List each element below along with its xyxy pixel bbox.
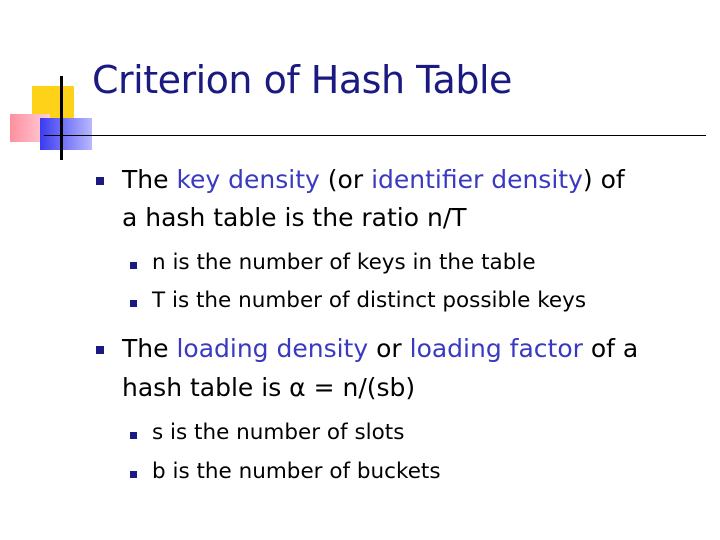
bullet-1-text-mid: (or	[319, 165, 372, 194]
bullet-1-line-2: a hash table is the ratio n/T	[122, 203, 467, 232]
sub-bullet-marker	[130, 262, 137, 269]
bullet-marker	[96, 346, 104, 354]
bullet-2-line-2: hash table is α = n/(sb)	[122, 373, 416, 402]
bullet-1-text-pre: The	[122, 165, 177, 194]
logo-blue-square	[40, 118, 92, 150]
bullet-1-sub-2: T is the number of distinct possible keys	[152, 288, 587, 313]
bullet-2-sub-2: b is the number of buckets	[152, 459, 441, 484]
sub-bullet-marker	[130, 432, 137, 439]
bullet-2-term-loading-factor: loading factor	[409, 334, 583, 363]
bullet-2-term-loading-density: loading density	[176, 334, 369, 363]
logo-vertical-line	[60, 76, 63, 160]
bullet-2-line-1	[122, 331, 638, 367]
bullet-1-term-identifier-density: identifier density	[371, 165, 583, 194]
bullet-1-sub-1: n is the number of keys in the table	[152, 250, 536, 275]
bullet-1-line-1	[122, 162, 625, 198]
bullet-2-text-pre: The	[122, 334, 177, 363]
title-divider	[44, 135, 706, 136]
bullet-2-text-mid: or	[368, 334, 410, 363]
slide-title: Criterion of Hash Table	[92, 58, 512, 102]
bullet-marker	[96, 177, 104, 185]
bullet-2-sub-1: s is the number of slots	[152, 420, 405, 445]
bullet-2-text-post: of a	[582, 334, 639, 363]
sub-bullet-marker	[130, 300, 137, 307]
slide-logo-decoration	[0, 0, 100, 170]
bullet-1-term-key-density: key density	[176, 165, 320, 194]
bullet-1-text-post: ) of	[582, 165, 625, 194]
sub-bullet-marker	[130, 471, 137, 478]
